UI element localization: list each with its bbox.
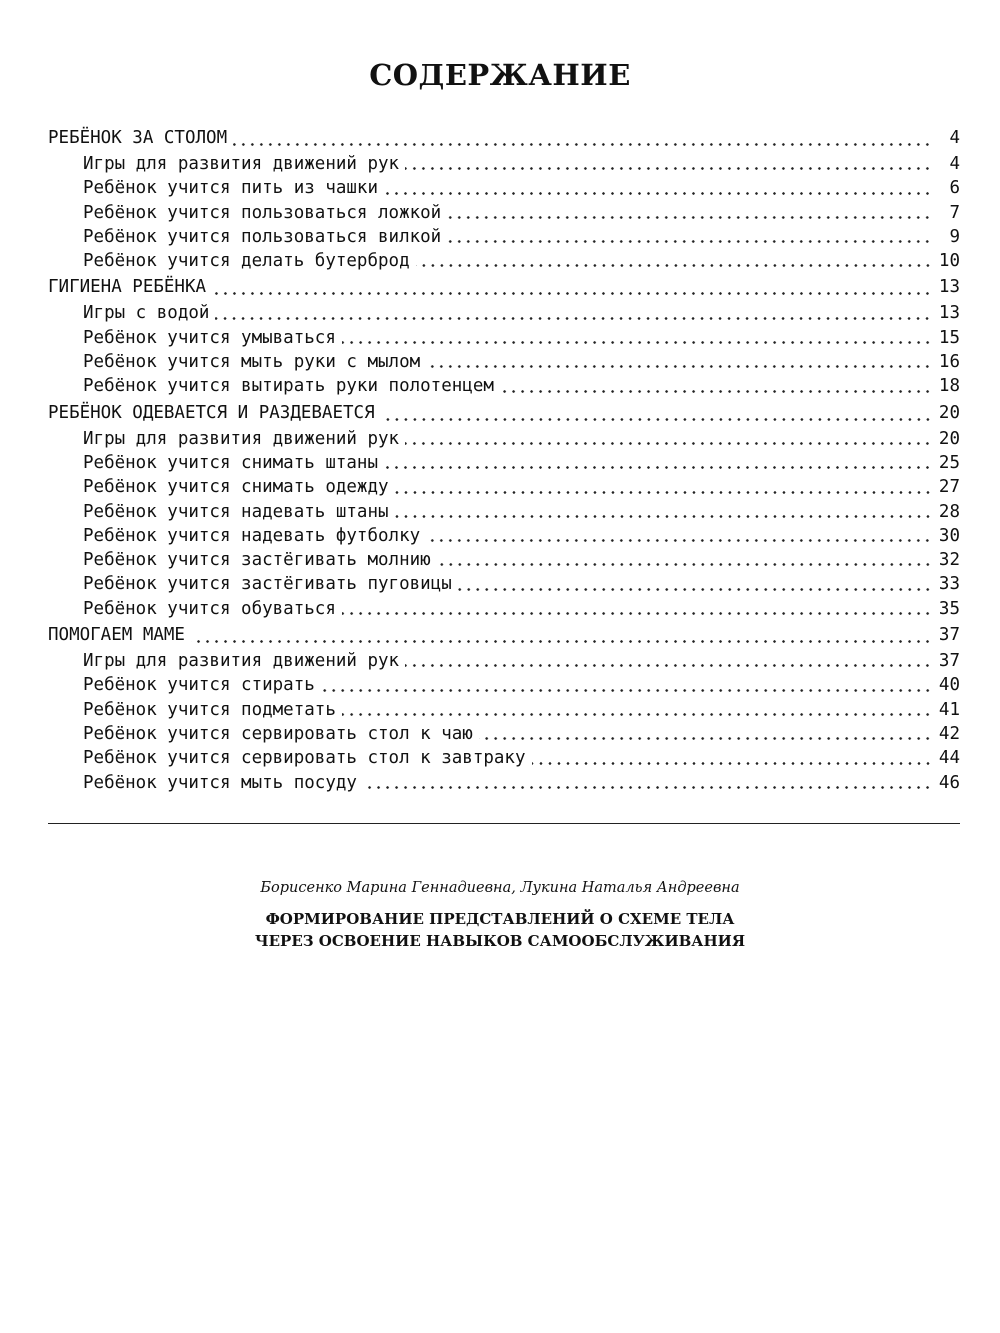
toc-page-number: 37: [938, 651, 960, 672]
toc-page-number: 40: [938, 675, 960, 696]
toc-entry[interactable]: [48, 673, 960, 697]
dot-leader: [405, 664, 932, 667]
imprint-title-line: ЧЕРЕЗ ОСВОЕНИЕ НАВЫКОВ САМООБСЛУЖИВАНИЯ: [254, 932, 746, 950]
toc-entry-label: Ребёнок учится пить из чашки: [83, 178, 379, 199]
imprint-authors: Борисенко Марина Геннадиевна, Лукина Наталья Андреевна: [260, 880, 740, 896]
dot-leader: [212, 292, 932, 295]
dot-leader: [447, 216, 932, 219]
toc-page-number: 25: [938, 452, 960, 473]
toc-entry-label: Ребёнок учится стирать: [83, 675, 315, 696]
toc-entry-label: Ребёнок учится застёгивать молнию: [83, 550, 431, 571]
toc-section: [48, 273, 960, 398]
toc-page-number: 4: [949, 128, 960, 148]
toc-entry[interactable]: [48, 572, 960, 596]
toc-page-number: 6: [949, 178, 960, 199]
toc-section: [48, 399, 960, 621]
dot-leader: [532, 762, 932, 765]
dot-leader: [381, 418, 932, 421]
toc-page-number: 18: [938, 376, 960, 397]
divider: [48, 823, 960, 824]
dot-leader: [479, 737, 932, 740]
toc-section-heading[interactable]: [48, 124, 960, 152]
dot-leader: [233, 143, 932, 146]
toc-entry[interactable]: [48, 427, 960, 451]
table-of-contents: [48, 124, 960, 795]
toc-page-number: 16: [938, 352, 960, 373]
toc-entry-label: Ребёнок учится подметать: [83, 699, 336, 720]
dot-leader: [426, 539, 932, 542]
toc-entry-label: Ребёнок учится надевать штаны: [83, 501, 389, 522]
toc-entry[interactable]: [48, 698, 960, 722]
toc-entry-label: Ребёнок учится мыть посуду: [83, 772, 357, 793]
dot-leader: [384, 192, 932, 195]
toc-entry-label: Ребёнок учится умываться: [83, 327, 336, 348]
dot-leader: [416, 264, 932, 267]
dot-leader: [363, 786, 932, 789]
page-title: СОДЕРЖАНИЕ: [369, 58, 631, 92]
toc-page-number: 28: [938, 501, 960, 522]
toc-entry[interactable]: [48, 451, 960, 475]
dot-leader: [395, 491, 932, 494]
toc-entry-label: Ребёнок учится застёгивать пуговицы: [83, 574, 452, 595]
toc-entry-label: Ребёнок учится сервировать стол к завтраку: [83, 748, 526, 769]
toc-page-number: 44: [938, 748, 960, 769]
toc-entry-label: Ребёнок учится мыть руки с мылом: [83, 352, 421, 373]
toc-page-number: 35: [938, 598, 960, 619]
dot-leader: [458, 588, 932, 591]
toc-entry-label: Игры для развития движений рук: [83, 154, 400, 174]
toc-section: [48, 124, 960, 273]
toc-entry[interactable]: [48, 722, 960, 746]
toc-page-number: 9: [949, 226, 960, 247]
toc-entry[interactable]: [48, 301, 960, 325]
toc-entry[interactable]: [48, 326, 960, 350]
toc-page-number: 33: [938, 574, 960, 595]
toc-entry-label: Ребёнок учится пользоваться вилкой: [83, 226, 442, 247]
toc-entry-label: Ребёнок учится снимать штаны: [83, 452, 379, 473]
dot-leader: [426, 365, 932, 368]
toc-entry-label: Ребёнок учится надевать футболку: [83, 525, 421, 546]
toc-page-number: 20: [938, 402, 960, 423]
toc-entry[interactable]: [48, 524, 960, 548]
toc-entry-label: Игры для развития движений рук: [83, 651, 400, 672]
toc-section-heading[interactable]: [48, 273, 960, 301]
toc-entry[interactable]: [48, 249, 960, 273]
toc-entry-label: РЕБЁНОК ЗА СТОЛОМ: [48, 128, 228, 148]
toc-page-number: 15: [938, 327, 960, 348]
dot-leader: [437, 563, 932, 566]
dot-leader: [405, 167, 932, 170]
toc-entry-label: ПОМОГАЕМ МАМЕ: [48, 625, 185, 646]
toc-section: [48, 621, 960, 795]
toc-entry[interactable]: [48, 500, 960, 524]
toc-section-heading[interactable]: [48, 399, 960, 427]
toc-entry-label: Ребёнок учится пользоваться ложкой: [83, 202, 442, 223]
toc-section-heading[interactable]: [48, 621, 960, 649]
toc-page-number: 7: [949, 202, 960, 223]
dot-leader: [395, 515, 932, 518]
toc-page-number: 27: [938, 477, 960, 498]
dot-leader: [342, 341, 932, 344]
toc-entry[interactable]: [48, 201, 960, 225]
imprint-title-line: ФОРМИРОВАНИЕ ПРЕДСТАВЛЕНИЙ О СХЕМЕ ТЕЛА: [265, 910, 735, 928]
dot-leader: [215, 317, 932, 320]
toc-page-number: 42: [938, 723, 960, 744]
toc-entry-label: Ребёнок учится снимать одежду: [83, 477, 389, 498]
toc-entry-label: Ребёнок учится сервировать стол к чаю: [83, 723, 473, 744]
toc-page-number: 41: [938, 699, 960, 720]
dot-leader: [447, 240, 932, 243]
toc-entry-label: Ребёнок учится делать бутерброд: [83, 251, 410, 272]
toc-entry-label: Ребёнок учится вытирать руки полотенцем: [83, 376, 494, 397]
toc-entry-label: ГИГИЕНА РЕБЁНКА: [48, 277, 207, 298]
toc-entry-label: Ребёнок учится обуваться: [83, 598, 336, 619]
dot-leader: [405, 442, 932, 445]
toc-entry[interactable]: [48, 548, 960, 572]
toc-entry-label: Игры с водой: [83, 303, 210, 324]
toc-page-number: 30: [938, 525, 960, 546]
dot-leader: [342, 713, 932, 716]
toc-entry[interactable]: [48, 771, 960, 795]
toc-page-number: 32: [938, 550, 960, 571]
toc-entry[interactable]: [48, 746, 960, 770]
toc-page-number: 13: [938, 277, 960, 298]
dot-leader: [500, 390, 932, 393]
toc-entry[interactable]: [48, 649, 960, 673]
toc-entry[interactable]: [48, 597, 960, 621]
dot-leader: [384, 466, 932, 469]
toc-entry[interactable]: [48, 475, 960, 499]
dot-leader: [191, 640, 932, 643]
dot-leader: [321, 689, 932, 692]
dot-leader: [342, 612, 932, 615]
toc-entry-label: Игры для развития движений рук: [83, 428, 400, 449]
toc-page-number: 46: [938, 772, 960, 793]
toc-page-number: 10: [938, 251, 960, 272]
toc-entry-label: РЕБЁНОК ОДЕВАЕТСЯ И РАЗДЕВАЕТСЯ: [48, 402, 375, 423]
toc-entry[interactable]: [48, 152, 960, 176]
toc-entry[interactable]: [48, 176, 960, 200]
toc-entry[interactable]: [48, 350, 960, 374]
toc-page-number: 13: [938, 303, 960, 324]
toc-page-number: 4: [949, 154, 960, 174]
toc-entry[interactable]: [48, 374, 960, 398]
toc-entry[interactable]: [48, 225, 960, 249]
toc-page-number: 20: [938, 428, 960, 449]
toc-page-number: 37: [938, 625, 960, 646]
imprint-title: [0, 908, 1000, 952]
